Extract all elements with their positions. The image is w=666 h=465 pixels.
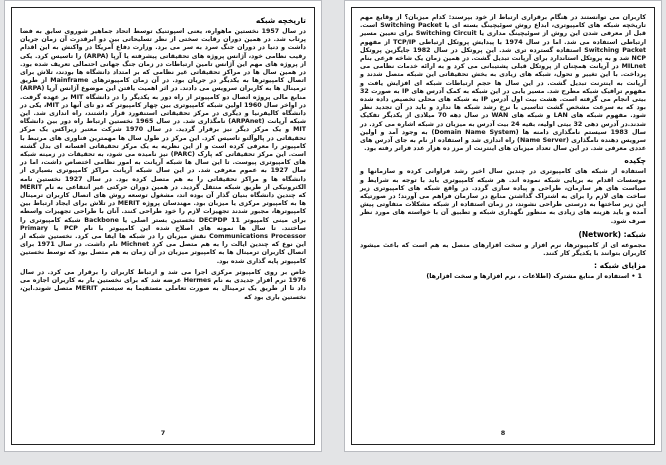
right-page: [344, 0, 662, 452]
list-item: 1 • استفاده از منابع مشترک (اطلاعات ، نرم افزارها و سخت افزارها): [426, 273, 642, 281]
history-paragraph-2: خاص بر روی کامپیوتر مرکزی اجرا می شد و ارتباط کاربران را برقرار می کرد. در سال 1976 نرم افزار جدیدی به نام Hermes عرضه شد که برای نخستین بار به کاربران اجازه می داد تا از طریق یک ترمینال به صورت تعاملی مستقیما به سیستم MERIT متصل شوند.این، نخستین باری بود که: [20, 268, 307, 301]
page-number-right: 8: [500, 429, 506, 437]
network-definition: مجموعه ای از کامپیوترها، نرم افزار و سخت افزارهای متصل به هم است که باعث میشود کاربران بتوانند با یکدیگر کار کنند.: [360, 241, 646, 258]
abstract-paragraph: استفاده از شبکه های کامپیوتری در چندین سال اخیر رشد فراوانی کرده و سازمانها و موسسات اقدام به برپایی شبکه نموده اند. هر شبکه کامپیوتری باید با توجه به شرایط و سیاست های هر سازمان، طراحی و پیاده سازی گردد. در واقع شبکه های کامپیوتری زیر ساخت های لازم را برای به اشتراک گذاشتن منابع در سازمان فراهم می آورند؛ در صورتیکه این زیر ساختها به درستی طراحی نشوند، در زمان استفاده از شبکه مشکلات متفاوتی پیش آمده و باید هزینه های زیادی به منظور نگهداری شبکه و تطبیق آن با خواسته های مورد نظر صرف شود.: [360, 168, 646, 225]
right-page-frame: [351, 7, 655, 445]
page-number-left: 7: [160, 429, 166, 437]
network-term: شبکه: (Network): [578, 229, 646, 239]
switching-paragraph: کاربران می توانستند در هنگام برقراری ارتباط از خود بپرسند: کدام میزبان؟ از وقایع مهم تاریخچه شبکه های کامپیوتری، ابداع روش سوئیچینگ بسته ای یا Switching Packet است. قبل از معرفی شدن این روش از سوئیچینگ مداری یا Switching Circuit برای تعیین مسیر ارتباطی استفاده می شد. اما در سال 1974 با پیدایش پروتکل ارتباطی TCP/IP از مفهوم Switching Packet استفاده گسترده تری شد. این پروتکل در سال 1982 جایگزین پروتکل NCP شد و به پروتکل استاندارد برای آرپانت تبدیل گشت. در همین زمان یک شاخه فرعی بنام MILnet در آرپانت همچنان از پروتکل قبلی پشتیبانی می کرد و به ارائه خدمات نظامی می پرداخت. با این تغییر و تحول، شبکه های زیادی به بخش تحقیقاتی این شبکه متصل شدند و آرپانت به اینترنت تبدیل گشت. در این سال ها حجم ارتباطات شبکه ای افزایش یافت و مفهوم ترافیک شبکه مطرح شد. مسیر یابی در این شبکه به کمک آدرس های IP به صورت 32 بیتی انجام می گرفته است. هشت بیت اول آدرس IP به شبکه های محلی تخصیص داده شده بود که به سرعت مشخص گشت تناسبی با نرخ رشد شبکه ها ندارد و باید در آن تجدید نظر شود. مفهوم شبکه های LAN و شبکه های WAN در سال دهه 70 میلادی از یکدیگر تفکیک شدند.در آدرس دهی 32 بیتی اولیه، بقیه 24 بیت آدرس به میزبان در شبکه اشاره می کرد. در سال 1983 سیستم نامگذاری دامنه ها (Domain Name System) به وجود آمد و اولین سرویس دهنده نامگذاری (Name Server) راه اندازی شد و استفاده از نام به جای آدرس های عددی معرفی شد. در این سال تعداد میزبان های اینترنت از مرز ده هزار عدد فراتر رفته بود.: [360, 14, 647, 153]
history-heading: تاریخچه شبکه: [255, 16, 306, 25]
left-page: [4, 0, 322, 452]
history-paragraph-1: در سال 1957 نخستین ماهواره، یعنی اسپوتنیک توسط اتحاد جماهیر شوروی سابق به فضا پرتاب شد. در همین دوران رقابت سختی از نظر تسلیحاتی بین دو ابرقدرت آن زمان جریان داشت و دنیا در دوران جنگ سرد به سر می برد. وزارت دفاع آمریکا در واکنش به این اقدام رقیب نظامی خود، آژانس پروژه های تحقیقاتی پیشرفته یا آرپا (ARPA) را تاسیس کرد. یکی از پروژه های مهم این آژانس تامین ارتباطات در زمان جنگ جهانی احتمالی تعریف شده بود. در همین سال ها در مراکز تحقیقاتی غیر نظامی که بر امتداد دانشگاه ها بودند، تلاش برای اتصال کامپیوترها به یکدیگر در جریان بود. در آن زمان کامپیوترهای Mainframe از طریق ترمینال ها به کاربران سرویس می دادند. در اثر اهمیت یافتن این موضوع آژانس آرپا (ARPA) منابع مالی پروژه اتصال دو کامپیوتر از راه دور به یکدیگر را در دانشگاه MIT بر عهده گرفت. در اواخر سال 1960 اولین شبکه کامپیوتری بین چهار کامپیوتر که دو تای آنها در MIT، یکی در دانشگاه کالیفرنیا و دیگری در مرکز تحقیقاتی استنفورد قرار داشتند، راه اندازی شد. این شبکه آرپانت (ARPAnet) نامگذاری شد. در سال 1965 نخستین ارتباط راه دور بین دانشگاه MIT و یک مرکز دیگر نیز برقرار گردید. در سال 1970 شرکت معتبر زیراکس یک مرکز تحقیقاتی در پالوآلتو تاسیس کرد. این مرکز در طول سال ها مهمترین فناوری های مرتبط با کامپیوتر را معرفی کرده است و از این نظریه به یک مرکز تحقیقاتی افسانه ای بدل گشته است. این مرکز تحقیقاتی که پارک (PARC) نیز نامیده می شود، به تحقیقات در زمینه شبکه های کامپیوتری پیوست. تا این سال ها شبکه آرپانت به امور نظامی اختصاص داشت، اما در سال 1927 به عموم معرفی شد. در این سال شبکه آرپانت مراکز کامپیوتری بسیاری از دانشگاه ها و مراکز تحقیقاتی را به هم متصل کرده بود. در سال 1927 نخستین نامه الکترونیکی از طریق شبکه منتقل گردید. در همین دوران حرکتی غیر انتفاعی به نام MERIT که چندین دانشگاه بنیان گذار آن بوده اند، مشغول توسعه روش های اتصال کاربران ترمینال ها به کامپیوتر مرکزی یا میزبان بود. مهندسان پروژه MERIT در تلاش برای ایجاد ارتباط بین کامپیوترها، مجبور شدند تجهیزات لازم را خود طراحی کنند. آنان با طراحی تجهیزات واسطه برای مینی کامپیوتر DECPDP 11 نخستین بستر اصلی یا Backbone شبکه کامپیوتری را ساختند. تا سال ها نمونه های اصلاح شده این کامپیوتر با نام PCP یا Primary Communications Processor نقش میزبان را در شبکه ها ایفا می کرد. نخستین شبکه از این نوع که چندین ایالت را به هم متصل می کرد Michnet نام داشت. در سال 1971 برای اتصال کاربران ترمینال ها به کامپیوتر میزبان در آن زمان به هم متصل بود که توسط نخستین کامپیوتر پایه گذاری شده بود.: [20, 28, 307, 265]
left-page-frame: [11, 7, 315, 445]
features-heading: مزایای شبکه :: [594, 261, 646, 271]
abstract-heading: چکیده: [624, 156, 646, 166]
